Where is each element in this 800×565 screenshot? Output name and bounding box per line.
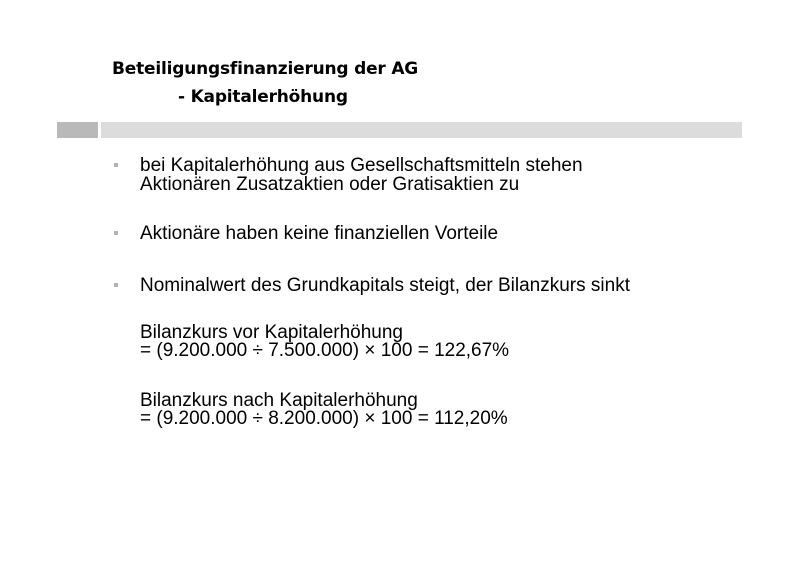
bullet-marker-icon — [114, 283, 118, 287]
bullet-text-line: bei Kapitalerhöhung aus Gesellschaftsmitteln stehen — [140, 155, 583, 176]
header-bar-accent — [57, 122, 98, 138]
formula-before — [140, 324, 509, 360]
formula-label: Bilanzkurs nach Kapitalerhöhung — [140, 390, 418, 411]
bullet-text-line: Aktionären Zusatzaktien oder Gratisaktien zu — [140, 174, 520, 195]
formula-after — [140, 392, 508, 428]
bullet-marker-icon — [114, 163, 118, 167]
slide-subtitle: - Kapitalerhöhung — [178, 87, 348, 107]
bullet-text-line: Aktionäre haben keine finanziellen Vorteile — [140, 223, 499, 244]
bullet-text-line: Nominalwert des Grundkapitals steigt, der Bilanzkurs sinkt — [140, 275, 630, 296]
formula-expression: = (9.200.000 ÷ 7.500.000) × 100 = 122,67% — [140, 340, 510, 361]
slide-title: Beteiligungsfinanzierung der AG — [112, 59, 419, 79]
formula-expression: = (9.200.000 ÷ 8.200.000) × 100 = 112,20% — [140, 408, 508, 429]
formula-label: Bilanzkurs vor Kapitalerhöhung — [140, 322, 403, 343]
bullet-marker-icon — [114, 231, 118, 235]
header-bar — [101, 122, 742, 138]
